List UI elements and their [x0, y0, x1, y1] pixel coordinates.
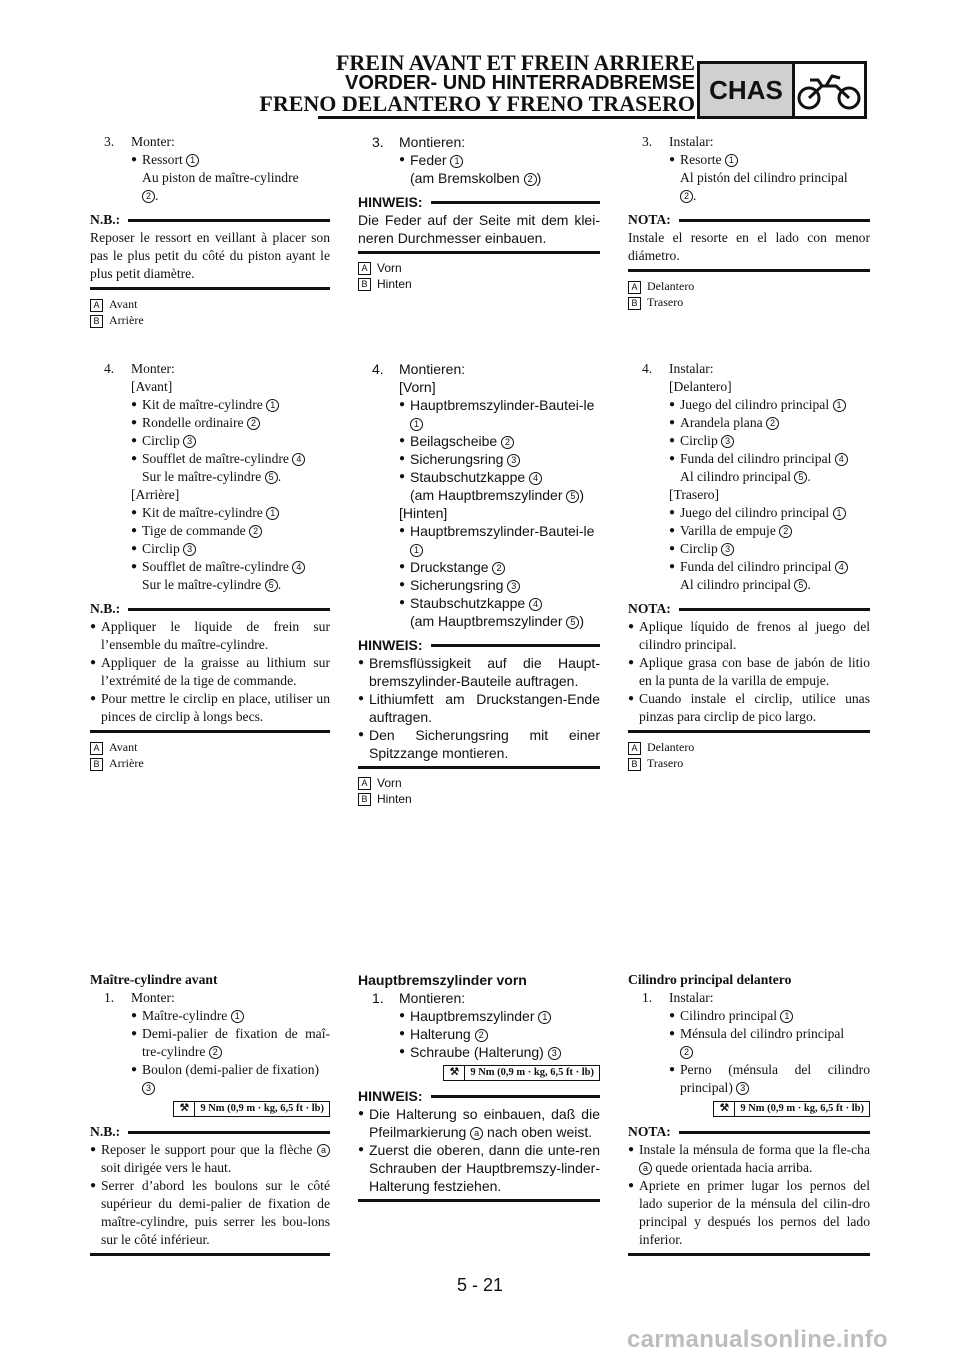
note-item: Appliquer le liquide de frein sur l’ensemble du maître-cylindre. — [101, 619, 330, 652]
es-section-1: 3. Instalar: ● Resorte 1 Al pistón del cilindro principal 2 . NOTA: Instale el resorte en el lado con menor diámetro. A Delantero B Trasero — [628, 134, 870, 309]
legend-label: Avant — [109, 740, 138, 754]
part-name: Resorte — [680, 152, 722, 167]
part-name: Kit de maître-cylindre — [142, 397, 263, 412]
legend-label: Avant — [109, 297, 138, 311]
page-number: 5 - 21 — [456, 1275, 504, 1295]
note-item: Zuerst die oberen, dann die unte-ren Schrauben der Hauptbremszy-linder-Halterung festziehen. — [369, 1142, 600, 1194]
fr-section-2: 4. Monter: [Avant] ● Kit de maître-cylindre 1 ● Rondelle ordinaire 2 ● Circlip 3 ● Soufflet de maître-cylindre 4 Sur le maître-cylindre 5 . [Arrière] ● Kit de maître-cylindre 1 ● Tige de commande 2 ● Circlip 3 ● Soufflet de maître-cylindre 4 Sur le maître-cylindre 5 . N.B.: ● Appliquer le liquide de frein sur l’ensemble du maître-cylindre. ● Appliquer de la graisse au lithium sur l’extrémité de la tige de commande. ● Pour mettre le circlip en place, utiliser un pinces de circlip à longs becs. A Avant B Arrière — [90, 361, 330, 770]
header-rule — [318, 116, 695, 119]
part-name: Juego del cilindro principal — [680, 505, 830, 520]
note-item: Den Sicherungsring mit einer Spitzzange montieren. — [369, 727, 600, 761]
motorcycle-icon — [796, 70, 862, 112]
callout-marker: 1 — [266, 507, 279, 520]
part-name: Perno (ménsula del cilindro principal) — [680, 1062, 870, 1095]
legend — [358, 775, 600, 807]
callout-marker: 2 — [492, 562, 505, 575]
step-verb: Instalar: — [669, 134, 714, 149]
part-name: Ménsula del cilindro principal — [680, 1026, 845, 1041]
callout-marker: 2 — [766, 417, 779, 430]
part-name: Hauptbremszylinder-Bautei-le — [410, 397, 595, 413]
legend-label: Hinten — [377, 792, 412, 806]
legend-key: A — [358, 777, 371, 790]
note-heading: NOTA: — [628, 1124, 671, 1139]
legend-label: Delantero — [647, 740, 695, 754]
legend-label: Arrière — [109, 756, 144, 770]
part-name: Feder — [410, 152, 447, 168]
de-section-1: 3. Montieren: ● Feder 1 (am Bremskolben 2 ) HINWEIS: Die Feder auf der Seite mit dem klei-neren Durchmesser einbauen. A Vorn B Hinten — [358, 134, 600, 291]
step-verb: Instalar: — [669, 990, 714, 1005]
note-text: Die Feder auf der Seite mit dem klei-neren Durchmesser einbauen. — [358, 212, 600, 246]
header-title-es: FRENO DELANTERO Y FRENO TRASERO — [259, 91, 695, 116]
note-heading: HINWEIS: — [358, 1088, 423, 1104]
part-location: Al cilindro principal — [680, 469, 791, 484]
step-verb: Montieren: — [399, 134, 466, 150]
callout-marker: 4 — [835, 453, 848, 466]
callout-marker: 1 — [833, 399, 846, 412]
part-name: Tige de commande — [142, 523, 246, 538]
callout-marker: 2 — [524, 173, 537, 186]
callout-marker: 3 — [183, 435, 196, 448]
torque-spec — [173, 1101, 330, 1117]
callout-marker: 2 — [501, 436, 514, 449]
legend-label: Arrière — [109, 313, 144, 327]
callout-marker: 2 — [475, 1029, 488, 1042]
part-name: Druckstange — [410, 559, 489, 575]
note-item: Serrer d’abord les boulons sur le côté supérieur du demi-palier de fixation de maître-cylindre, puis serrer les bou-lons sur le côté inférieur. — [101, 1178, 330, 1247]
group-label: [Delantero] — [669, 379, 732, 394]
part-name: Soufflet de maître-cylindre — [142, 559, 289, 574]
part-name: Boulon (demi-palier de fixation) — [142, 1062, 320, 1077]
step-number: 3. — [372, 134, 384, 150]
note-item: Reposer le support pour que la flèche — [101, 1142, 313, 1157]
step-number: 3. — [642, 134, 653, 149]
note-item: Bremsflüssigkeit auf die Haupt-bremszylinder-Bauteile auftragen. — [369, 655, 600, 689]
note-item: Die Halterung so einbauen, daß die Pfeilmarkierung — [369, 1106, 600, 1140]
torque-spec — [713, 1101, 870, 1117]
note-heading: N.B.: — [90, 1124, 121, 1139]
step-number: 4. — [372, 361, 384, 377]
callout-marker: 1 — [780, 1010, 793, 1023]
step-verb: Monter: — [131, 990, 175, 1005]
wrench-icon: ⚒ — [174, 1102, 195, 1116]
part-name: Beilagscheibe — [410, 433, 498, 449]
note-heading: N.B.: — [90, 212, 121, 227]
watermark: carmanualsonline.info — [626, 1326, 888, 1353]
wrench-icon: ⚒ — [444, 1066, 465, 1080]
arrow-marker: a — [317, 1144, 330, 1157]
note-heading: NOTA: — [628, 212, 671, 227]
step-verb: Monter: — [131, 361, 175, 376]
callout-marker: 3 — [507, 580, 520, 593]
section-title: Cilindro principal delantero — [628, 972, 792, 987]
part-name: Funda del cilindro principal — [680, 451, 832, 466]
callout-marker: 3 — [721, 435, 734, 448]
callout-marker: 2 — [249, 525, 262, 538]
chas-label: CHAS — [700, 64, 795, 116]
callout-marker: 2 — [680, 190, 693, 203]
part-location: Sur le maître-cylindre — [142, 469, 262, 484]
callout-marker: 5 — [265, 471, 278, 484]
callout-marker: 4 — [292, 561, 305, 574]
callout-marker: 5 — [566, 490, 579, 503]
note-item: Aplique líquido de frenos al juego del cilindro principal. — [639, 619, 870, 652]
note-text: Reposer le ressort en veillant à placer son pas le plus petit du côté du piston ayant le plus petit diamètre. — [90, 230, 330, 281]
note-item: Appliquer de la graisse au lithium sur l’extrémité de la tige de commande. — [101, 655, 330, 688]
callout-marker: 1 — [538, 1011, 551, 1024]
callout-marker: 5 — [265, 579, 278, 592]
note-text: Instale el resorte en el lado con menor diámetro. — [628, 230, 870, 263]
torque-spec — [443, 1065, 600, 1081]
legend-key: B — [628, 758, 641, 771]
callout-marker: 2 — [779, 525, 792, 538]
part-name: Ressort — [142, 152, 183, 167]
callout-marker: 3 — [142, 1082, 155, 1095]
callout-marker: 1 — [725, 154, 738, 167]
note-item: Cuando instale el circlip, utilice unas pinzas para circlip de pico largo. — [639, 691, 870, 724]
group-label: [Vorn] — [399, 379, 436, 395]
arrow-marker: a — [470, 1127, 483, 1140]
callout-marker: 2 — [247, 417, 260, 430]
torque-value: 9 Nm (0,9 m · kg, 6,5 ft · lb) — [470, 1067, 594, 1078]
callout-marker: 3 — [736, 1082, 749, 1095]
part-name: Arandela plana — [680, 415, 763, 430]
group-label: [Arrière] — [131, 487, 180, 502]
callout-marker: 1 — [833, 507, 846, 520]
step-verb: Monter: — [131, 134, 175, 149]
note-item: Aplique grasa con base de jabón de litio en la punta de la varilla de empuje. — [639, 655, 870, 688]
punctuation: . — [155, 188, 159, 203]
part-name: Sicherungsring — [410, 451, 504, 467]
note-item: soit dirigée vers le haut. — [101, 1160, 232, 1175]
note-item: nach oben weist. — [487, 1124, 593, 1140]
part-name: Kit de maître-cylindre — [142, 505, 263, 520]
part-name: Staubschutzkappe — [410, 469, 526, 485]
step-verb: Montieren: — [399, 361, 466, 377]
fr-section-3: Maître-cylindre avant 1. Monter: ● Maître-cylindre 1 ● Demi-palier de fixation de maî-tre-cylindre 2 ● Boulon (demi-palier de fixation) 3 ⚒ 9 Nm (0,9 m · kg, 6,5 ft · lb) N.B.: ● Reposer le support pour que la flèche a soit dirigée vers le haut. ● Serrer d’abord les boulons sur le côté supérieur du demi-palier de fixation de maître-cylindre, puis serrer les bou-lons sur le côté inférieur. — [90, 971, 330, 1256]
legend-key: B — [628, 297, 641, 310]
legend-key: B — [90, 315, 103, 328]
legend-label: Delantero — [647, 279, 695, 293]
punctuation: ) — [536, 170, 542, 186]
note-item: Pour mettre le circlip en place, utiliser un pinces de circlip à longs becs. — [101, 691, 330, 724]
part-name: Circlip — [680, 433, 718, 448]
note-heading: HINWEIS: — [358, 637, 423, 653]
part-location: (am Hauptbremszylinder — [410, 613, 563, 629]
part-location: Al pistón del cilindro principal — [680, 170, 848, 185]
callout-marker: 4 — [529, 598, 542, 611]
legend — [90, 739, 330, 771]
part-name: Circlip — [142, 541, 180, 556]
part-location: Au piston de maître-cylindre — [142, 170, 299, 185]
group-label: [Hinten] — [399, 505, 448, 521]
legend — [358, 260, 600, 292]
part-name: Circlip — [142, 433, 180, 448]
callout-marker: 1 — [266, 399, 279, 412]
part-name: Demi-palier de fixation de maî-tre-cylindre — [142, 1026, 330, 1059]
callout-marker: 1 — [410, 418, 423, 431]
legend-key: A — [90, 299, 103, 312]
callout-marker: 5 — [794, 471, 807, 484]
callout-marker: 4 — [529, 472, 542, 485]
torque-value: 9 Nm (0,9 m · kg, 6,5 ft · lb) — [200, 1103, 324, 1114]
callout-marker: 1 — [231, 1010, 244, 1023]
group-label: [Trasero] — [669, 487, 720, 502]
note-item: Instale la ménsula de forma que la fle-cha — [639, 1142, 870, 1157]
legend-key: A — [90, 742, 103, 755]
legend-label: Hinten — [377, 277, 412, 291]
legend — [90, 296, 330, 328]
wrench-icon: ⚒ — [714, 1102, 735, 1116]
part-name: Varilla de empuje — [680, 523, 776, 538]
part-location: (am Hauptbremszylinder — [410, 487, 563, 503]
part-name: Rondelle ordinaire — [142, 415, 244, 430]
part-location: (am Bremskolben — [410, 170, 520, 186]
note-heading: HINWEIS: — [358, 194, 423, 210]
es-section-2: 4. Instalar: [Delantero] ● Juego del cilindro principal 1 ● Arandela plana 2 ● Circlip 3 ● Funda del cilindro principal 4 Al cilindro principal 5 . [Trasero] ● Juego del cilindro principal 1 ● Varilla de empuje 2 ● Circlip 3 ● Funda del cilindro principal 4 Al cilindro principal 5 . NOTA: ● Aplique líquido de frenos al juego del cilindro principal. ● Aplique grasa con base de jabón de litio en la punta de la varilla de empuje. ● Cuando instale el circlip, utilice unas pinzas para circlip de pico largo. A Delantero B Trasero — [628, 361, 870, 770]
step-number: 1. — [104, 990, 115, 1005]
step-verb: Montieren: — [399, 990, 466, 1006]
callout-marker: 3 — [721, 543, 734, 556]
step-verb: Instalar: — [669, 361, 714, 376]
header-title-fr: FREIN AVANT ET FREIN ARRIERE — [335, 50, 695, 75]
callout-marker: 1 — [186, 154, 199, 167]
part-name: Juego del cilindro principal — [680, 397, 830, 412]
part-name: Circlip — [680, 541, 718, 556]
es-section-3: Cilindro principal delantero 1. Instalar: ● Cilindro principal 1 ● Ménsula del cilindro principal 2 ● Perno (ménsula del cilindro principal) 3 ⚒ 9 Nm (0,9 m · kg, 6,5 ft · lb) NOTA: ● Instale la ménsula de forma que la fle-cha a quede orientada hacia arriba. ● Apriete en primer lugar los pernos del lado superior de la ménsula del cilin-dro principal y después los pernos del lado inferior. — [628, 971, 870, 1256]
callout-marker: 4 — [292, 453, 305, 466]
callout-marker: 3 — [507, 454, 520, 467]
part-name: Staubschutzkappe — [410, 595, 526, 611]
callout-marker: 5 — [794, 579, 807, 592]
legend — [628, 278, 870, 310]
callout-marker: 5 — [566, 616, 579, 629]
callout-marker: 2 — [142, 190, 155, 203]
legend-key: A — [358, 262, 371, 275]
legend-key: B — [358, 793, 371, 806]
step-number: 1. — [372, 990, 384, 1006]
legend-key: B — [358, 278, 371, 291]
part-name: Halterung — [410, 1026, 471, 1042]
callout-marker: 1 — [450, 155, 463, 168]
part-name: Soufflet de maître-cylindre — [142, 451, 289, 466]
legend-key: A — [628, 742, 641, 755]
de-section-3: Hauptbremszylinder vorn 1. Montieren: ● Hauptbremszylinder 1 ● Halterung 2 ● Schraube (Halterung) 3 ⚒ 9 Nm (0,9 m · kg, 6,5 ft · lb) HINWEIS: ● Die Halterung so einbauen, daß die Pfeilmarkierung a nach oben weist. ● Zuerst die oberen, dann die unte-ren Schrauben der Hauptbremszy-linder-Halterung festziehen. — [358, 971, 600, 1202]
de-section-2: 4. Montieren: [Vorn] ● Hauptbremszylinder-Bautei-le 1 ● Beilagscheibe 2 ● Sicherungsring 3 ● Staubschutzkappe 4 (am Hauptbremszylinder 5 ) [Hinten] ● Hauptbremszylinder-Bautei-le 1 ● Druckstange 2 ● Sicherungsring 3 ● Staubschutzkappe 4 (am Hauptbremszylinder 5 ) HINWEIS: ● Bremsflüssigkeit auf die Haupt-bremszylinder-Bauteile auftragen. ● Lithiumfett am Druckstangen-Ende auftragen. ● Den Sicherungsring mit einer Spitzzange montieren. A Vorn B Hinten — [358, 361, 600, 806]
part-name: Schraube (Halterung) — [410, 1044, 544, 1060]
part-name: Hauptbremszylinder — [410, 1008, 535, 1024]
callout-marker: 3 — [183, 543, 196, 556]
legend-key: A — [628, 281, 641, 294]
legend-key: B — [90, 758, 103, 771]
legend-label: Trasero — [647, 295, 684, 309]
note-heading: N.B.: — [90, 601, 121, 616]
step-number: 3. — [104, 134, 115, 149]
torque-value: 9 Nm (0,9 m · kg, 6,5 ft · lb) — [740, 1103, 864, 1114]
note-item: Lithiumfett am Druckstangen-Ende auftragen. — [369, 691, 600, 725]
part-name: Cilindro principal — [680, 1008, 778, 1023]
part-name: Hauptbremszylinder-Bautei-le — [410, 523, 595, 539]
note-heading: NOTA: — [628, 601, 671, 616]
callout-marker: 2 — [209, 1046, 222, 1059]
section-title: Maître-cylindre avant — [90, 972, 218, 987]
fr-section-1: 3. Monter: ● Ressort 1 Au piston de maître-cylindre 2 . N.B.: Reposer le ressort en veillant à placer son pas le plus petit du côté du piston ayant le plus petit diamètre. A Avant B Arrière — [90, 134, 330, 327]
chas-badge — [697, 61, 867, 119]
note-item: Apriete en primer lugar los pernos del lado superior de la ménsula del cilin-dro principal y después los pernos del lado inferior. — [639, 1178, 870, 1247]
arrow-marker: a — [639, 1162, 652, 1175]
punctuation: ) — [579, 613, 585, 629]
note-item: quede orientada hacia arriba. — [655, 1160, 813, 1175]
step-number: 4. — [104, 361, 115, 376]
header-title-de: VORDER- UND HINTERRADBREMSE — [344, 72, 695, 94]
callout-marker: 4 — [835, 561, 848, 574]
callout-marker: 2 — [680, 1046, 693, 1059]
part-name: Sicherungsring — [410, 577, 504, 593]
part-location: Sur le maître-cylindre — [142, 577, 262, 592]
part-name: Maître-cylindre — [142, 1008, 228, 1023]
section-title: Hauptbremszylinder vorn — [358, 972, 527, 988]
legend-label: Trasero — [647, 756, 684, 770]
callout-marker: 3 — [548, 1047, 561, 1060]
step-number: 4. — [642, 361, 653, 376]
legend-label: Vorn — [377, 261, 402, 275]
group-label: [Avant] — [131, 379, 173, 394]
legend-label: Vorn — [377, 776, 402, 790]
punctuation: ) — [579, 487, 585, 503]
legend — [628, 739, 870, 771]
callout-marker: 1 — [410, 544, 423, 557]
step-number: 1. — [642, 990, 653, 1005]
part-location: Al cilindro principal — [680, 577, 791, 592]
part-name: Funda del cilindro principal — [680, 559, 832, 574]
